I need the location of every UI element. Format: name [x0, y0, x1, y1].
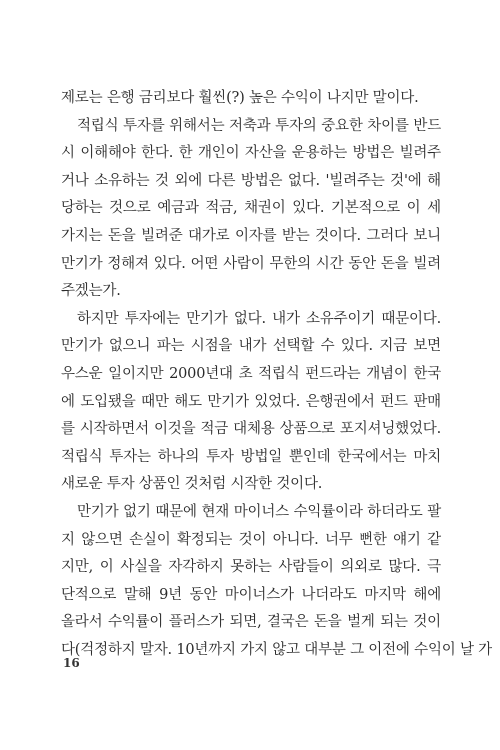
text-line: 우스운 일이지만 2000년대 초 적립식 펀드라는 개념이 한국 — [61, 365, 441, 382]
text-line: 다(걱정하지 말자. 10년까지 가지 않고 대부분 그 이전에 수익이 날 가 — [61, 641, 492, 658]
text-line: 새로운 투자 상품인 것처럼 시작한 것이다. — [61, 476, 323, 493]
body-text — [61, 85, 492, 664]
text-line: 주겠는가. — [61, 283, 121, 300]
text-line: 거나 소유하는 것 외에 다른 방법은 없다. '빌려주는 것'에 해 — [61, 172, 441, 189]
text-line: 지만, 이 사실을 자각하지 못하는 사람들이 의외로 많다. 극 — [61, 559, 441, 576]
page-number: 16 — [63, 656, 80, 670]
text-line: 시 이해해야 한다. 한 개인이 자산을 운용하는 방법은 빌려주 — [61, 145, 441, 162]
text-line: 만기가 없으니 파는 시점을 내가 선택할 수 있다. 지금 보면 — [61, 338, 441, 355]
text-line: 만기가 없기 때문에 현재 마이너스 수익률이라 하더라도 팔 — [77, 503, 441, 520]
text-line: 에 도입됐을 때만 해도 만기가 있었다. 은행권에서 펀드 판매 — [61, 393, 441, 410]
text-line: 지 않으면 손실이 확정되는 것이 아니다. 너무 뻔한 얘기 같 — [61, 531, 441, 548]
text-line: 가지는 돈을 빌려준 대가로 이자를 받는 것이다. 그러다 보니 — [61, 227, 441, 244]
text-line: 적립식 투자를 위해서는 저축과 투자의 중요한 차이를 반드 — [77, 117, 441, 134]
text-line: 만기가 정해져 있다. 어떤 사람이 무한의 시간 동안 돈을 빌려 — [61, 255, 441, 272]
text-line: 제로는 은행 금리보다 훨씬(?) 높은 수익이 나지만 말이다. — [61, 90, 419, 106]
text-line: 적립식 투자는 하나의 투자 방법일 뿐인데 한국에서는 마치 — [61, 448, 441, 465]
text-line: 를 시작하면서 이것을 적금 대체용 상품으로 포지셔닝했었다. — [61, 421, 441, 438]
text-line: 하지만 투자에는 만기가 없다. 내가 소유주이기 때문이다. — [77, 310, 441, 327]
text-line: 올라서 수익률이 플러스가 되면, 결국은 돈을 벌게 되는 것이 — [61, 614, 441, 631]
text-line: 당하는 것으로 예금과 적금, 채권이 있다. 기본적으로 이 세 — [61, 200, 441, 217]
text-line: 단적으로 말해 9년 동안 마이너스가 나더라도 마지막 해에 — [61, 586, 441, 603]
